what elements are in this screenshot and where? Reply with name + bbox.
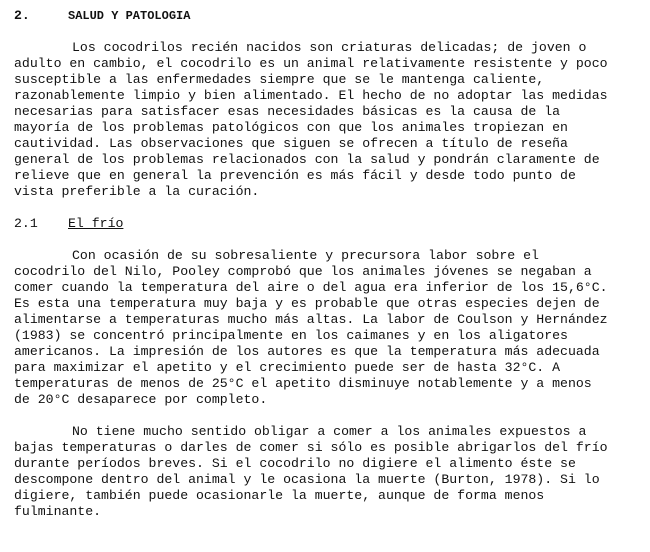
section-paragraph-line: vista preferible a la curación. — [14, 184, 260, 199]
section-paragraph-line: Los cocodrilos recién nacidos son criaturas delicadas; de joven o — [72, 40, 587, 55]
subsection-paragraph-line: de 20°C desaparece por completo. — [14, 392, 268, 407]
subsection-paragraph-line: (1983) se concentró principalmente en los caimanes y en los aligatores — [14, 328, 568, 343]
subsection-paragraph-line: alimentarse a temperaturas mucho más altas. La labor de Coulson y Hernández — [14, 312, 608, 327]
subsection-title: El frío — [68, 216, 124, 231]
subsection-paragraph-line: digiere, también puede ocasionarle la muerte, aunque de forma menos — [14, 488, 545, 503]
section-paragraph-line: necesarias para satisfacer esas necesidades básicas es la causa de la — [14, 104, 561, 119]
section-paragraph-line: general de los problemas relacionados con la salud y pondrán claramente de — [14, 152, 600, 167]
subsection-paragraph-line: No tiene mucho sentido obligar a comer a los animales expuestos a — [72, 424, 587, 439]
section-title: SALUD Y PATOLOGIA — [68, 9, 191, 23]
subsection-number: 2.1 — [14, 216, 38, 231]
section-paragraph-line: adulto en cambio, el cocodrilo es un animal relativamente resistente y poco — [14, 56, 608, 71]
section-paragraph-line: mayoría de los problemas patológicos con que los animales tropiezan en — [14, 120, 568, 135]
subsection-paragraph-line: para maximizar el apetito y el crecimiento puede ser de hasta 32°C. A — [14, 360, 561, 375]
subsection-paragraph-line: cocodrilo del Nilo, Pooley comprobó que los animales jóvenes se negaban a — [14, 264, 592, 279]
subsection-paragraph-line: descompone dentro del animal y le ocasiona la muerte (Burton, 1978). Si lo — [14, 472, 600, 487]
subsection-paragraph-line: comer cuando la temperatura del aire o del agua era inferior de los 15,6°C. — [14, 280, 608, 295]
subsection-paragraph-line: Con ocasión de su sobresaliente y precursora labor sobre el — [72, 248, 539, 263]
subsection-paragraph-line: americanos. La impresión de los autores es que la temperatura más adecuada — [14, 344, 600, 359]
subsection-paragraph-line: Es esta una temperatura muy baja y es probable que otras especies dejen de — [14, 296, 600, 311]
section-number: 2. — [14, 8, 30, 23]
subsection-paragraph-line: fulminante. — [14, 504, 102, 519]
subsection-paragraph-line: temperaturas de menos de 25°C el apetito disminuye notablemente y a menos — [14, 376, 592, 391]
subsection-paragraph-line: durante períodos breves. Si el cocodrilo no digiere el alimento éste se — [14, 456, 576, 471]
section-paragraph-line: cautividad. Las observaciones que siguen se ofrecen a título de reseña — [14, 136, 568, 151]
section-paragraph-line: relieve que en general la prevención es más fácil y desde todo punto de — [14, 168, 576, 183]
section-paragraph-line: razonablemente limpio y bien alimentado. El hecho de no adoptar las medidas — [14, 88, 608, 103]
subsection-paragraph-line: bajas temperaturas o darles de comer si sólo es posible abrigarlos del frío — [14, 440, 608, 455]
section-paragraph-line: susceptible a las enfermedades siempre que se le mantenga caliente, — [14, 72, 545, 87]
